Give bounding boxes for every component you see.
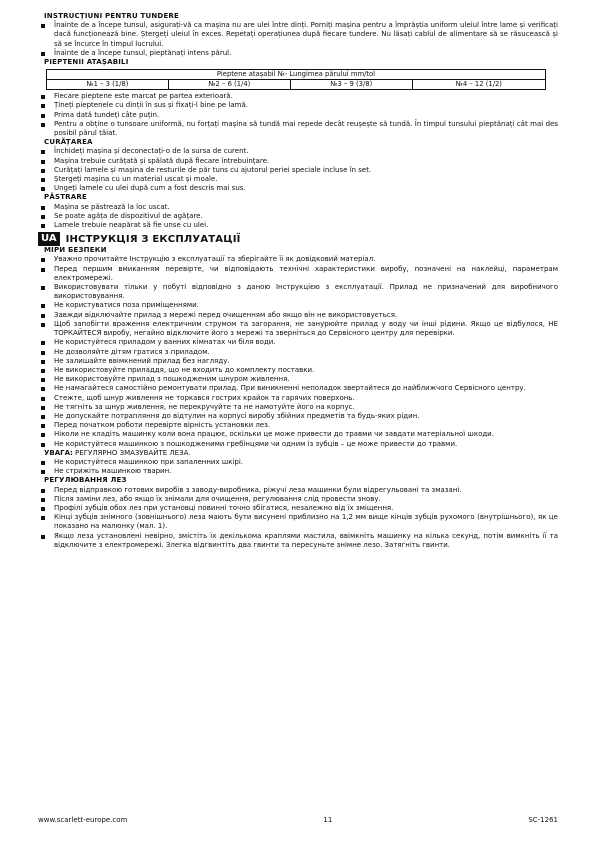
- safety-title: МІРИ БЕЗПЕКИ: [44, 246, 107, 255]
- instr-title: INSTRUCȚIUNI PENTRU TUNDERE: [44, 12, 179, 20]
- list-item: Уважно прочитайте Інструкцію з експлуатації та зберігайте її як довідковий матеріал.: [38, 255, 558, 264]
- list-item: Завжди відключайте прилад з мережі перед очищенням або якщо він не використовується.: [38, 311, 558, 320]
- list-item: Стежте, щоб шнур живлення не торкався гострих крайок та гарячих поверхонь.: [38, 394, 558, 403]
- list-item: Використовувати тільки у побуті відповідно з даною Інструкцією з експлуатації. Прилад не призначений для виробничого використовування.: [38, 283, 558, 301]
- list-item: Curățați lamele și mașina de resturile de păr tuns cu ajutorul periei speciale incluse în set.: [38, 166, 558, 175]
- warning-text: РЕГУЛЯРНО ЗМАЗУВАЙТЕ ЛЕЗА.: [72, 448, 191, 457]
- list-item: Не допускайте потрапляння до відтулин на корпусі виробу збійних предметів та будь-яких рідин.: [38, 412, 558, 421]
- combs-cell: №1 – 3 (1/8): [47, 80, 169, 90]
- list-item: Prima dată tundeți câte puțin.: [38, 111, 558, 120]
- adjust-list: [38, 486, 558, 550]
- list-item: Не залишайте ввімкнений прилад без нагляду.: [38, 357, 558, 366]
- ua-header: [38, 232, 558, 246]
- combs-list: [38, 92, 558, 138]
- warning-label: УВАГА:: [44, 448, 73, 457]
- warning-line: [44, 449, 558, 458]
- list-item: Ungeți lamele cu ulei după cum a fost descris mai sus.: [38, 184, 558, 193]
- list-item: Не користуйтеся машинкою при запаленних шкірі.: [38, 458, 558, 467]
- safety-list: [38, 255, 558, 448]
- list-item: Не намагайтеся самостійно ремонтувати прилад. При виникненні неполадок звертайтеся до найближчого Сервісного центру.: [38, 384, 558, 393]
- list-item: Якщо леза установлені невірно, змістіть їх декількома краплями мастила, ввімкніть машинку на кілька секунд, потім вимкніть її та відключите з електромережі. Злегка відгвинтіть два гвинти та пересуньте знімне лезо. Затягніть гвинти.: [38, 532, 558, 550]
- combs-title: PIEPTENII ATAȘABILI: [44, 58, 129, 67]
- list-item: Не користуйтеся приладом у ванних кімнатах чи біля води.: [38, 338, 558, 347]
- list-item: Se poate agăța de dispozitivul de agățare.: [38, 212, 558, 221]
- list-item: Перед відправкою готових виробів з заводу-виробника, ріжучі леза машинки були відрегульовані та змазані.: [38, 486, 558, 495]
- warn-list: [38, 458, 558, 476]
- list-item: Після заміни лез, або якщо їх знімали для очищення, регулювання слід провести знову.: [38, 495, 558, 504]
- language-badge: UA: [38, 232, 60, 246]
- store-list: [38, 203, 558, 231]
- list-item: Не користуйтеся машинкою з пошкодженими гребінцями чи одним із зубців – це може привести до травми.: [38, 440, 558, 449]
- list-item: Кінці зубців знімного (зовнішнього) леза мають бути висунені приблизно на 1,2 мм вище кінців зубців рухомого (внутрішнього), як це показано на малюнку (мал. 1).: [38, 513, 558, 531]
- clean-list: [38, 147, 558, 193]
- store-title: PĂSTRARE: [44, 193, 87, 202]
- page-footer: [38, 816, 558, 824]
- list-item: Închideți mașina și deconectați-o de la sursa de curent.: [38, 147, 558, 156]
- combs-table: [46, 69, 546, 90]
- list-item: Mașina trebuie curățată și spălată după fiecare întrebuințare.: [38, 157, 558, 166]
- ua-title: ІНСТРУКЦІЯ З ЕКСПЛУАТАЦІЇ: [65, 233, 241, 245]
- adjust-title: РЕГУЛЮВАННЯ ЛЕЗ: [44, 476, 127, 485]
- list-item: Перед початком роботи перевірте вірність установки лез.: [38, 421, 558, 430]
- combs-cell: №2 – 6 (1/4): [168, 80, 290, 90]
- list-item: Не використовуйте прилад з пошкодженим шнуром живлення.: [38, 375, 558, 384]
- list-item: Țineți pieptenele cu dinții în sus și fixați-l bine pe lamă.: [38, 101, 558, 110]
- list-item: Щоб запобігти враження електричним струмом та загорання, не занурюйте прилад у воду чи інші рідини. Якщо це відбулося, НЕ ТОРКАЙТЕСЯ виробу, негайно відключите його з мережі та зверніться до Сервісного центру для перевірки.: [38, 320, 558, 338]
- combs-cell: №4 – 12 (1/2): [412, 80, 545, 90]
- page-number: 11: [323, 816, 333, 824]
- list-item: Pentru a obține o tunsoare uniformă, nu forțați mașina să tundă mai repede decât reușește să tundă. În timpul tunsului pieptănați cât mai des posibil părul tăiat.: [38, 120, 558, 138]
- combs-cell: №3 – 9 (3/8): [290, 80, 412, 90]
- list-item: Не користуватися поза приміщеннями.: [38, 301, 558, 310]
- list-item: Mașina se păstrează la loc uscat.: [38, 203, 558, 212]
- list-item: Профілі зубців обох лез при установці повинні точно збігатися, незалежно від їх зміщення.: [38, 504, 558, 513]
- list-item: Не використовуйте приладдя, що не входить до комплекту поставки.: [38, 366, 558, 375]
- list-item: Перед першим вмиканням перевірте, чи відповідають технічні характеристики виробу, позначені на наклейці, параметрам електромережі.: [38, 265, 558, 283]
- list-item: Не тягніть за шнур живлення, не перекручуйте та не намотуйте його на корпус.: [38, 403, 558, 412]
- list-item: Lamele trebuie neapărat să fie unse cu ulei.: [38, 221, 558, 230]
- list-item: Ștergeți mașina cu un material uscat și moale.: [38, 175, 558, 184]
- list-item: Fiecare pieptene este marcat pe partea exterioară.: [38, 92, 558, 101]
- list-item: Не дозволяйте дітям гратися з приладом.: [38, 348, 558, 357]
- model-number: SC-1261: [528, 816, 558, 824]
- instr-list: [38, 21, 558, 58]
- list-item: Înainte de a începe tunsul, pieptănați intens părul.: [38, 49, 558, 58]
- list-item: Ніколи не кладіть машинку коли вона працює, оскільки це може привести до травми чи завдати матеріальної шкоди.: [38, 430, 558, 439]
- clean-title: CURĂȚAREA: [44, 138, 93, 147]
- footer-website: www.scarlett-europe.com: [38, 816, 128, 824]
- list-item: Înainte de a începe tunsul, asigurați-vă ca mașina nu are ulei între dinți. Porniți mașina pentru a împrăștia uniform uleiul între lame și verificați dacă funcționează bine. Ștergeți uleiul în exces. Repetați operațiunea după fiecare tundere. Nu lăsați cablul de alimentare să se răsucească și să se încurce în timpul lucrului.: [38, 21, 558, 49]
- ro-section: [38, 12, 558, 550]
- list-item: Не стрижіть машинкою тварин.: [38, 467, 558, 476]
- combs-table-header: Pieptene atașabil №- Lungimea părului mm/tol: [47, 70, 546, 80]
